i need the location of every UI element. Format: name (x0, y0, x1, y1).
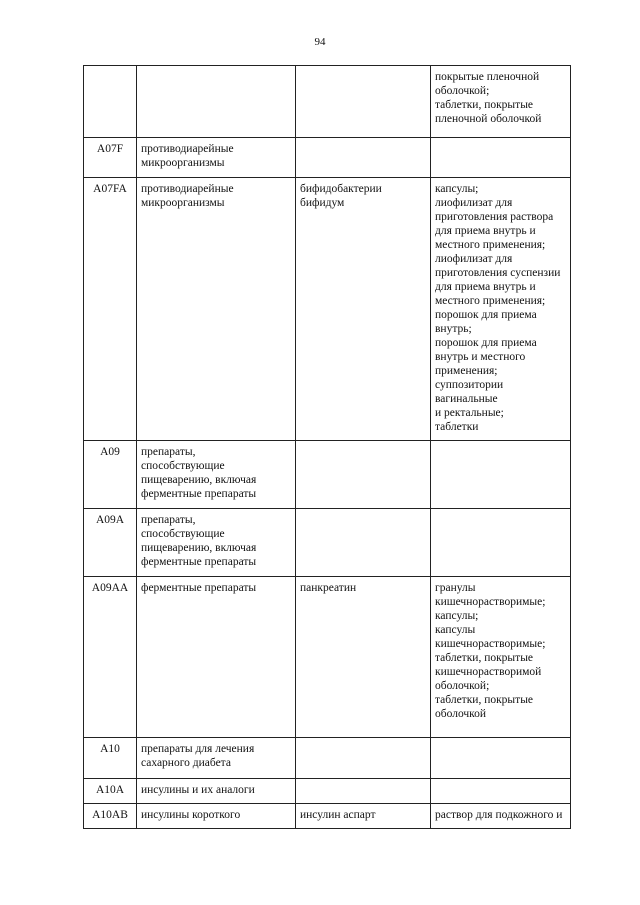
drug-table (83, 65, 571, 829)
table-row (84, 441, 571, 509)
table-row (84, 779, 571, 804)
atc-code-cell: A10 (84, 738, 137, 779)
page-number: 94 (314, 36, 326, 48)
inn-cell (296, 738, 431, 779)
group-name-cell: препараты для лечения сахарного диабета (137, 738, 296, 779)
dosage-form-cell (431, 441, 571, 509)
dosage-form-cell (431, 509, 571, 577)
group-name-cell: инсулины короткого (137, 804, 296, 829)
table-row (84, 804, 571, 829)
table-row (84, 738, 571, 779)
table-row (84, 178, 571, 441)
inn-cell: инсулин аспарт (296, 804, 431, 829)
dosage-form-cell (431, 779, 571, 804)
group-name-cell: противодиарейные микроорганизмы (137, 178, 296, 441)
atc-code-cell: A07F (84, 138, 137, 178)
inn-cell (296, 509, 431, 577)
dosage-form-cell (431, 138, 571, 178)
dosage-form-cell: покрытые пленочной оболочкой; таблетки, покрытые пленочной оболочкой (431, 66, 571, 138)
table-row (84, 577, 571, 738)
table-row (84, 66, 571, 138)
atc-code-cell: A10A (84, 779, 137, 804)
inn-cell: бифидобактерии бифидум (296, 178, 431, 441)
dosage-form-cell: капсулы; лиофилизат для приготовления раствора для приема внутрь и местного применения; лиофилизат для приготовления суспензии для приема внутрь и местного применения; порошок для приема внутрь; порошок для приема внутрь и местного применения; суппозитории вагинальные и ректальные; таблетки (431, 178, 571, 441)
inn-cell (296, 779, 431, 804)
group-name-cell: препараты, способствующие пищеварению, включая ферментные препараты (137, 509, 296, 577)
atc-code-cell: A09 (84, 441, 137, 509)
dosage-form-cell: раствор для подкожного и (431, 804, 571, 829)
inn-cell: панкреатин (296, 577, 431, 738)
group-name-cell: ферментные препараты (137, 577, 296, 738)
atc-code-cell: A09A (84, 509, 137, 577)
atc-code-cell: A10AB (84, 804, 137, 829)
group-name-cell: противодиарейные микроорганизмы (137, 138, 296, 178)
inn-cell (296, 66, 431, 138)
group-name-cell (137, 66, 296, 138)
group-name-cell: инсулины и их аналоги (137, 779, 296, 804)
atc-code-cell (84, 66, 137, 138)
inn-cell (296, 138, 431, 178)
dosage-form-cell (431, 738, 571, 779)
dosage-form-cell: гранулы кишечнорастворимые; капсулы; капсулы кишечнорастворимые; таблетки, покрытые кишечнорастворимой оболочкой; таблетки, покрытые оболочкой (431, 577, 571, 738)
inn-cell (296, 441, 431, 509)
atc-code-cell: A07FA (84, 178, 137, 441)
table-row (84, 509, 571, 577)
table-row (84, 138, 571, 178)
group-name-cell: препараты, способствующие пищеварению, включая ферментные препараты (137, 441, 296, 509)
atc-code-cell: A09AA (84, 577, 137, 738)
